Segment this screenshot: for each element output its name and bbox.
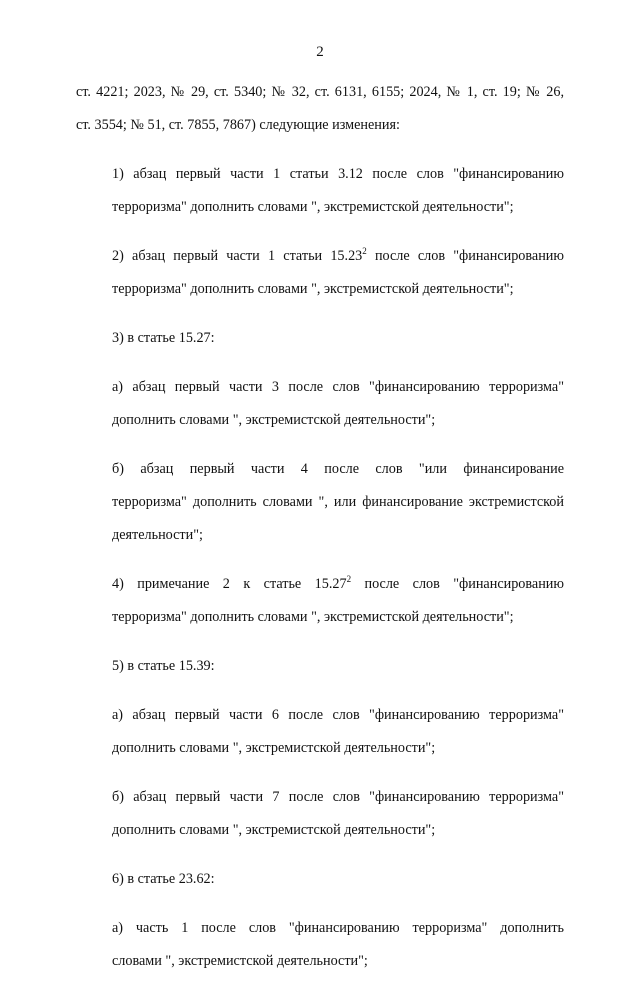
paragraph-item-3b [76,453,564,552]
text-line [76,568,564,601]
paragraph-item-6 [76,863,564,896]
text-line: 5) в статье 15.39: [112,658,215,674]
superscript: 2 [346,574,352,584]
page-number: 2 [316,44,324,60]
paragraph-item-6a [76,912,564,978]
text-line: 3) в статье 15.27: [112,330,215,346]
text-line: а) абзац первый части 3 после слов "финансированию терроризма" [112,379,564,395]
text-line: дополнить словами ", экстремистской деятельности"; [112,822,436,838]
text-line: деятельности"; [112,527,203,543]
text-segment: 4) примечание 2 к статье 15.27 [112,576,347,592]
text-line: б) абзац первый части 4 после слов "или финансирование [112,461,564,477]
text-line: терроризма" дополнить словами ", или финансирование экстремистской [112,494,564,510]
document-body [76,76,564,994]
paragraph-item-4 [76,568,564,634]
paragraph-item-5 [76,650,564,683]
text-segment: 2) абзац первый части 1 статьи 15.23 [112,248,363,264]
text-line: б) абзац первый части 7 после слов "финансированию терроризма" [112,789,564,805]
text-line: ст. 3554; № 51, ст. 7855, 7867) следующие изменения: [76,117,400,133]
text-line: терроризма" дополнить словами ", экстремистской деятельности"; [112,281,514,297]
paragraph-item-2 [76,240,564,306]
paragraph-item-5b [76,781,564,847]
paragraph-continuation [76,76,564,142]
text-line: дополнить словами ", экстремистской деятельности"; [112,740,436,756]
text-line: терроризма" дополнить словами ", экстремистской деятельности"; [112,199,514,215]
paragraph-item-3a [76,371,564,437]
paragraph-item-3 [76,322,564,355]
text-line: словами ", экстремистской деятельности"; [112,953,368,969]
text-line: 6) в статье 23.62: [112,871,215,887]
text-segment: после слов "финансированию [366,248,564,264]
text-line: терроризма" дополнить словами ", экстремистской деятельности"; [112,609,514,625]
paragraph-item-1 [76,158,564,224]
text-line: дополнить словами ", экстремистской деятельности"; [112,412,436,428]
text-line: ст. 4221; 2023, № 29, ст. 5340; № 32, ст. 6131, 6155; 2024, № 1, ст. 19; № 26, [76,84,564,100]
text-line: а) абзац первый части 6 после слов "финансированию терроризма" [112,707,564,723]
text-line [76,240,564,273]
superscript: 2 [362,246,367,256]
text-segment: после слов "финансированию [351,576,564,592]
paragraph-item-5a [76,699,564,765]
text-line: а) часть 1 после слов "финансированию терроризма" дополнить [112,920,564,936]
text-line: 1) абзац первый части 1 статьи 3.12 после слов "финансированию [112,166,564,182]
